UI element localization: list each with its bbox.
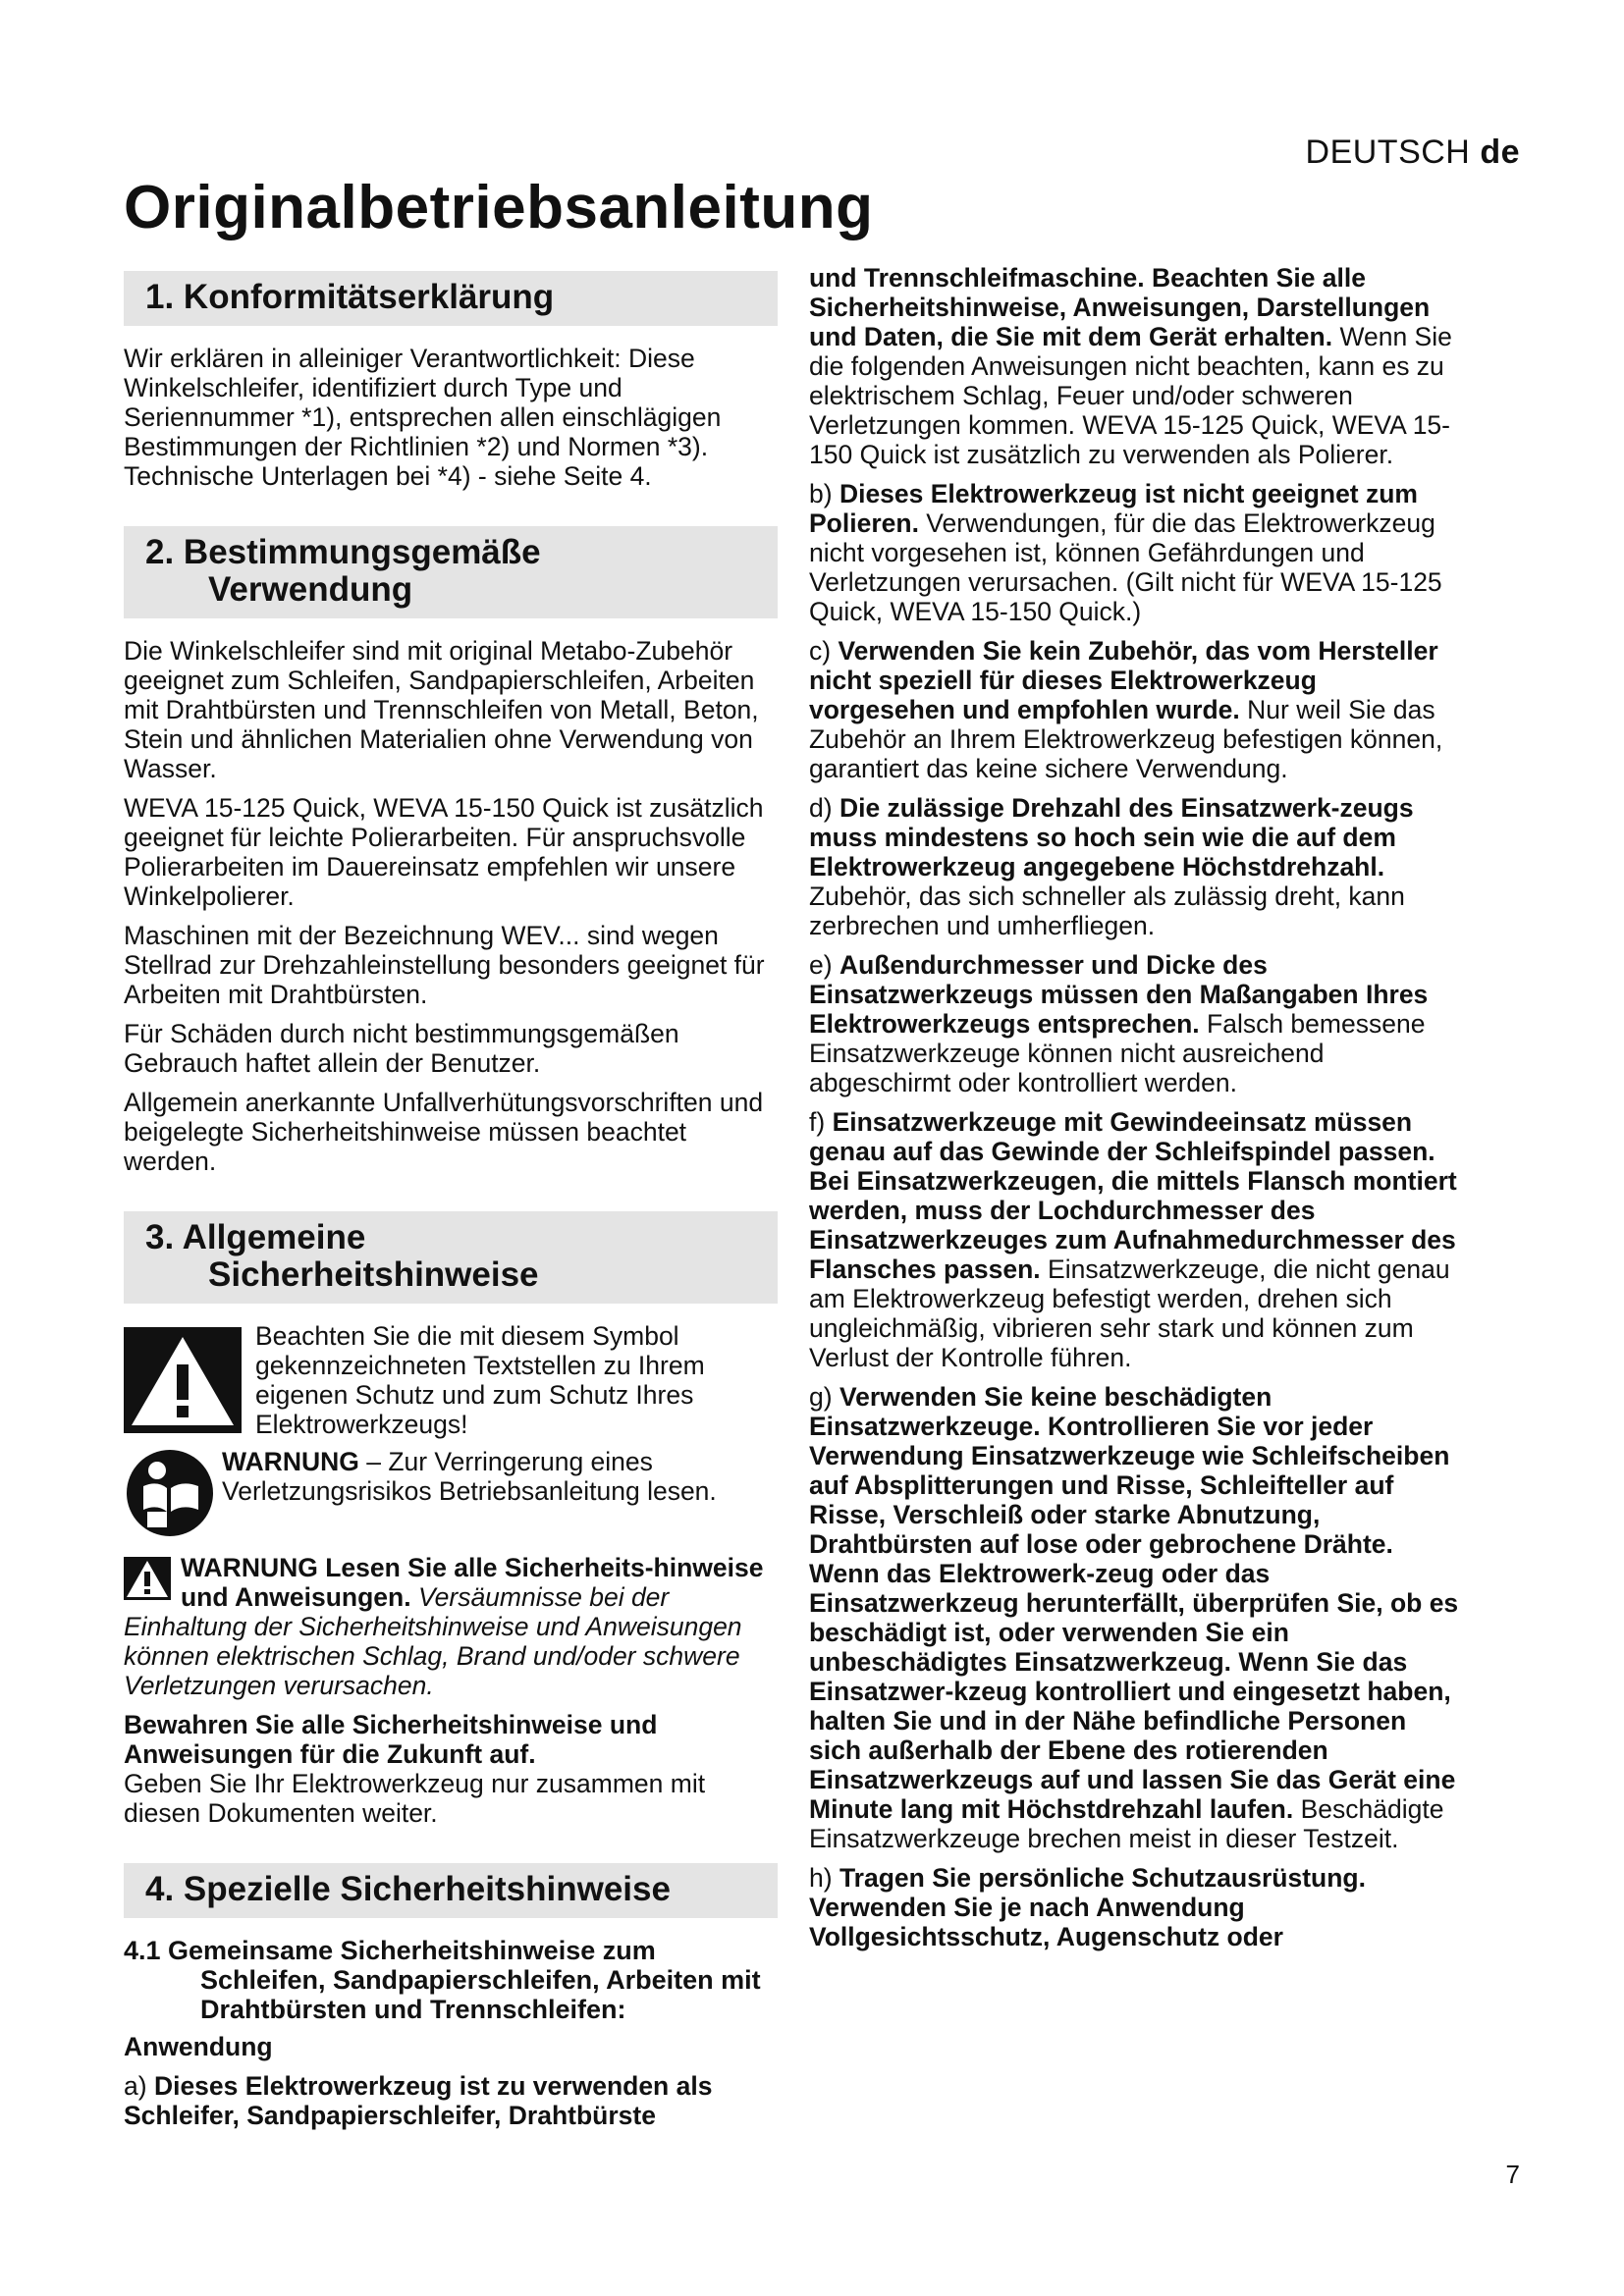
item-label: b) [809,479,839,508]
item-label: c) [809,636,839,666]
item-text: Zubehör, das sich schneller als zulässig dreht, kann zerbrechen und umherfliegen. [809,881,1405,940]
page-title: Originalbetriebsanleitung [124,174,874,241]
manual-warning [124,1447,778,1539]
item-label: h) [809,1863,839,1893]
heading-line: 3. Allgemeine [145,1218,366,1256]
intended-use-paragraph: Maschinen mit der Bezeichnung WEV... sind wegen Stellrad zur Drehzahleinstellung besonders geeignet für Arbeiten mit Drahtbürsten. [124,921,765,1009]
item-bold: Dieses Elektrowerkzeug ist nicht geeignet zum Polieren. [809,479,1418,538]
language-label [1306,133,1520,172]
manual-warning-text [222,1447,778,1506]
language-code: de [1480,133,1520,171]
read-all-warning [124,1553,778,1700]
item-text: Falsch bemessene Einsatzwerkzeuge können nicht ausreichend abgeschirmt oder kontrolliert werden. [809,1009,1426,1097]
item-bold: Verwenden Sie keine beschädigten Einsatzwerkzeuge. Kontrollieren Sie vor jeder Verwendung Einsatzwerkzeuge wie Schleifscheiben auf Absplitterungen und Risse, Schleifteller auf Risse, Verschleiß oder starke Abnutzung, Drahtbürsten auf lose oder gebrochene Drähte. Wenn das Elektrowerk-zeug oder das Einsatzwerkzeug herunterfällt, überprüfen Sie, ob es beschädigt ist, oder verwenden Sie ein unbeschädigtes Einsatzwerkzeug. Wenn Sie das Einsatzwer-kzeug kontrolliert und eingesetzt haben, halten Sie und in der Nähe befindliche Personen sich außerhalb der Ebene des rotierenden Einsatzwerkzeugs auf und lassen Sie das Gerät eine Minute lang mit Höchstdrehzahl laufen. [809,1382,1459,1824]
warning-triangle-icon [124,1327,242,1433]
item-a-bold-right: und Trennschleifmaschine. Beachten Sie alle Sicherheitshinweise, Anweisungen, Darstellungen und Daten, die Sie mit dem Gerät erhalten. [809,263,1431,351]
item-a-bold-left: Dieses Elektrowerkzeug ist zu verwenden als Schleifer, Sandpapierschleifer, Drahtbürste [124,2071,713,2130]
manual-warning-body: – Zur Verringerung eines Verletzungsrisikos Betriebsanleitung lesen. [222,1447,717,1506]
safety-item-b [809,479,1465,626]
keep-instructions [124,1710,778,1769]
application-heading: Anwendung [124,2032,273,2061]
item-text: Beschädigte Einsatzwerkzeuge brechen meist in dieser Testzeit. [809,1794,1444,1853]
item-text: Einsatzwerkzeuge, die nicht genau am Elektrowerkzeug befestigt werden, drehen sich ungleichmäßig, vibrieren sehr stark und können zum Verlust der Kontrolle führen. [809,1255,1450,1372]
heading-line: Sicherheitshinweise [208,1255,539,1294]
subsection-line: 4.1 Gemeinsame Sicherheitshinweise zum [124,1936,656,1965]
warning-triangle-icon [124,1557,171,1600]
item-label: f) [809,1107,833,1137]
right-column [809,263,1465,1961]
symbol-note-text: Beachten Sie die mit diesem Symbol gekennzeichneten Textstellen zu Ihrem eigenen Schutz und zum Schutz Ihres Elektrowerkzeugs! [255,1321,705,1439]
intended-use-paragraph: Die Winkelschleifer sind mit original Metabo-Zubehör geeignet zum Schleifen, Sandpapierschleifen, Arbeiten mit Drahtbürsten und Trennschleifen von Metall, Beton, Stein und ähnlichen Materialien ohne Verwendung von Wasser. [124,636,759,783]
item-a-continued [809,263,1465,469]
safety-item-h [809,1863,1465,1951]
subsection-heading [124,1936,778,2024]
section-heading-conformity: 1. Konformitätserklärung [124,271,778,326]
intended-use-paragraph: Für Schäden durch nicht bestimmungsgemäßen Gebrauch haftet allein der Benutzer. [124,1019,679,1078]
item-a-start [124,2071,778,2130]
item-text: Nur weil Sie das Zubehör an Ihrem Elektrowerkzeug befestigen können, garantiert das keine sichere Verwendung. [809,695,1443,783]
section-heading-intended-use [124,526,778,618]
intended-use-paragraph: Allgemein anerkannte Unfallverhütungsvorschriften und beigelegte Sicherheitshinweise müssen beachtet werden. [124,1088,764,1176]
item-bold: Außendurchmesser und Dicke des Einsatzwerkzeugs müssen den Maßangaben Ihres Elektrowerkzeugs entsprechen. [809,950,1429,1039]
section-heading-general-safety [124,1211,778,1304]
conformity-text: Wir erklären in alleiniger Verantwortlichkeit: Diese Winkelschleifer, identifiziert durch Type und Seriennummer *1), entsprechen allen einschlägigen Bestimmungen der Richtlinien *2) und Normen *3). Technische Unterlagen bei *4) - siehe Seite 4. [124,344,722,491]
heading-line: 2. Bestimmungsgemäße [145,533,541,571]
symbol-note [124,1321,778,1439]
item-bold: Verwenden Sie kein Zubehör, das vom Hersteller nicht speziell für dieses Elektrowerkzeug vorgesehen und empfohlen wurde. [809,636,1438,724]
page-number: 7 [1505,2160,1520,2189]
read-all-italic: Versäumnisse bei der Einhaltung der Sicherheitshinweise und Anweisungen können elektrischen Schlag, Brand und/oder schwere Verletzungen verursachen. [124,1582,742,1700]
section-heading-special-safety: 4. Spezielle Sicherheitshinweise [124,1863,778,1918]
item-bold: Die zulässige Drehzahl des Einsatzwerk-zeugs muss mindestens so hoch sein wie die auf dem Elektrowerkzeug angegebene Höchstdrehzahl. [809,793,1414,881]
safety-item-d [809,793,1465,940]
warning-label: WARNUNG [222,1447,359,1476]
heading-line: Verwendung [208,570,413,609]
safety-item-e [809,950,1465,1097]
read-manual-icon [124,1447,216,1539]
intended-use-paragraph: WEVA 15-125 Quick, WEVA 15-150 Quick ist zusätzlich geeignet für leichte Polierarbeiten. Für anspruchsvolle Polierarbeiten im Dauereinsatz empfehlen wir unsere Winkelpolierer. [124,793,764,911]
item-label: e) [809,950,839,980]
item-bold: Einsatzwerkzeuge mit Gewindeeinsatz müssen genau auf das Gewinde der Schleifspindel passen. Bei Einsatzwerkzeugen, die mittels Flansch montiert werden, muss der Lochdurchmesser des Einsatzwerkzeuges zum Aufnahmedurchmesser des Flansches passen. [809,1107,1457,1284]
item-a-text: Wenn Sie die folgenden Anweisungen nicht beachten, kann es zu elektrischem Schlag, Feuer und/oder schweren Verletzungen kommen. WEVA 15-125 Quick, WEVA 15-150 Quick ist zusätzlich zu verwenden als Polierer. [809,322,1452,469]
read-all-bold: WARNUNG Lesen Sie alle Sicherheits-hinweise und Anweisungen. [181,1553,764,1612]
language-name: DEUTSCH [1305,133,1471,171]
subsection-line: Schleifen, Sandpapierschleifen, Arbeiten mit Drahtbürsten und Trennschleifen: [200,1965,761,2024]
left-column [124,271,778,2140]
item-label: a) [124,2071,154,2101]
safety-item-f [809,1107,1465,1372]
item-label: g) [809,1382,839,1412]
safety-item-g [809,1382,1465,1853]
keep-text: Geben Sie Ihr Elektrowerkzeug nur zusammen mit diesen Dokumenten weiter. [124,1769,706,1828]
keep-bold: Bewahren Sie alle Sicherheitshinweise und Anweisungen für die Zukunft auf. [124,1710,658,1769]
item-bold: Tragen Sie persönliche Schutzausrüstung. Verwenden Sie je nach Anwendung Vollgesichtsschutz, Augenschutz oder [809,1863,1366,1951]
item-text: Verwendungen, für die das Elektrowerkzeug nicht vorgesehen ist, können Gefährdungen und Verletzungen verursachen. (Gilt nicht für WEVA 15-125 Quick, WEVA 15-150 Quick.) [809,508,1442,626]
safety-item-c [809,636,1465,783]
item-label: d) [809,793,839,823]
